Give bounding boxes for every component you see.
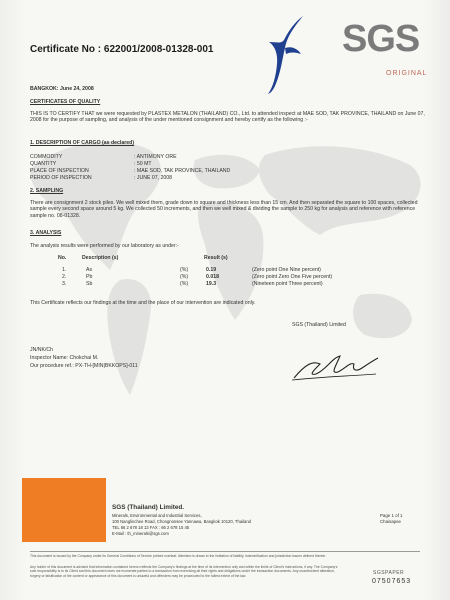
sampling-paragraph: There are consignment 2 stock piles. We well mixed them, grade down to square and thickness less than 15 cm. And then separated the square to 100 spaces, collected sample every second space around 5 kg. We collected 50 increments, and then we well mixed & dividing the sample to 250 kg for analysis and reference with reference sample no. 08-01328. [30,200,418,219]
cargo-value-place: : MAE SOD, TAK PROVINCE, THAILAND [134,168,231,174]
procedure-ref: Our procedure ref.: PX-TH-[MIN|BKKOPS]-011 [30,363,138,369]
cargo-label-commodity: COMMODITY [30,154,63,160]
footer-divider [30,551,420,552]
page-number: Page 1 of 1 [380,513,403,518]
company-address: 100 Nanglinchee Road, Chongnonsee Yannawa, Bangkok 10120, Thailand [112,519,251,524]
inspector-name: Inspector Name: Chokchai M. [30,355,99,361]
cargo-value-commodity: : ANTIMONY ORE [134,154,177,160]
intro-paragraph: THIS IS TO CERTIFY THAT we were requested by PLASTEX METALON (THAILAND) CO., Ltd. to attended inspect at MAE SOD, TAK PROVINCE, THAILAND on June 07, 2008 for the purpose of sampling, and analysis of the under mentioned consignment and hereby certify as the following :- [30,111,425,124]
orange-brand-block [22,478,106,542]
bird-emblem-icon [265,14,307,96]
paper-brand: SGSPAPER [373,570,405,576]
sgs-logo: SGS [342,18,420,60]
issuer-name: Chaisapee [380,519,401,524]
col-result: Result (s) [204,255,228,261]
world-map-watermark [0,110,450,440]
fine-print-2: Any holder of this document is advised that information contained hereon reflects the Company's findings at the time of its intervention only and within the limits of Client's instructions, if any. The Company's sole responsibility is to its Client and this document does not exonerate parties to a transaction from exercising all their rights and obligations under the transaction documents. Any unauthorized alteration, forgery or falsification of the content or appearance of this document is unlawful and offenders may be prosecuted to the fullest extent of the law. [30,565,338,578]
company-line1: Minerals, Environmental and Industrial Services, [112,513,202,518]
certificate-page: Certificate No : 622001/2008-01328-001 SGS ORIGINAL BANGKOK: June 24, 2008 CERTIFICATES OF QUALITY THIS IS TO CERTIFY THAT we were requested by PLASTEX METALON (THAILAND) CO., Ltd. to attended inspect at MAE SOD, TAK PROVINCE, THAILAND on June 07, 2008 for the purpose of sampling, and analysis of the under mentioned consignment and hereby certify as the following :- 1. DESCRIPTION OF CARGO (as declared) COMMODITY : ANTIMONY ORE QUANTITY : 50 MT PLACE OF INSPECTION : MAE SOD, TAK PROVINCE, THAILAND PERIOD OF INSPECTION : JUNE 07, 2008 2. SAMPLING There are consignment 2 stock piles. We well mixed them, grade down to square and thickness less than 15 cm. And then separated the square to 100 spaces, collected sample every second space around 5 kg. We collected 50 increments, and then we well mixed & dividing the sample to 250 kg for analysis and reference with reference sample no. 08-01328. 3. ANALYSIS The analysis results were performed by our laboratory as under:- No. Description (s) Result (s) 1. As (%) 0.19 (Zero point One Nine percent) 2. Pb (%) 0.018 (Zero point Zero One Five percent) 3. Sb (%) 19.3 (Nineteen point Three percent) This Certificate reflects our findings at the time and the place of our intervention are indicated only. SGS (Thailand) Limited JN/NK/Ch Inspector Name: Chokchai M. Our procedure ref.: PX-TH-[MIN|BKKOPS]-011 SGS (Thailand) Limited. Minerals, Environmental and Industrial Services, 100 Nanglinchee Road, Chongnonsee Yannawa, Bangkok 10120, Thailand TEL 66 2 678 18 13 FAX : 66 2 678 15 45 E-Mail : th_minerals@sgs.com Page 1 of 1 Chaisapee This document is issued by the Company under its General Conditions of Service printed overleaf. Attention is drawn to the limitation of liability, indemnification and jurisdiction issues defined therein. Any holder of this document is advised that information contained hereon reflects the Company's findings at the time of its intervention only and within the limits of Client's instructions, if any. The Company's sole responsibility is to its Client and this document does not exonerate parties to a transaction from exercising all their rights and obligations under the transaction documents. Any unauthorized alteration, forgery or falsification of the content or appearance of this document is unlawful and offenders may be prosecuted to the fullest extent of the law. SGSPAPER 07507653 [0,0,450,600]
col-no: No. [58,255,67,261]
section1-heading: 1. DESCRIPTION OF CARGO (as declared) [30,140,135,146]
company-name: SGS (Thailand) Limited. [112,504,185,511]
reference-code: JN/NK/Ch [30,347,54,353]
quality-heading: CERTIFICATES OF QUALITY [30,99,101,105]
cargo-label-quantity: QUANTITY [30,161,57,167]
paper-serial: 07507653 [372,578,412,585]
cargo-label-period: PERIOD OF INSPECTION [30,175,92,181]
company-email: E-Mail : th_minerals@sgs.com [112,531,169,536]
cargo-label-place: PLACE OF INSPECTION [30,168,89,174]
signatory-name: SGS (Thailand) Limited [292,322,346,328]
section3-heading: 3. ANALYSIS [30,230,62,236]
section2-heading: 2. SAMPLING [30,188,64,194]
fine-print-1: This document is issued by the Company under its General Conditions of Service printed overleaf. Attention is drawn to the limitation of liability, indemnification and jurisdiction issues defined therein. [30,554,327,558]
company-phone: TEL 66 2 678 18 13 FAX : 66 2 678 15 45 [112,525,190,530]
certificate-number: Certificate No : 622001/2008-01328-001 [30,44,214,55]
analysis-intro: The analysis results were performed by our laboratory as under:- [30,243,179,249]
cargo-value-period: : JUNE 07, 2008 [134,175,173,181]
signature-icon [290,350,380,386]
cargo-value-quantity: : 50 MT [134,161,152,167]
col-description: Description (s) [82,255,119,261]
original-stamp: ORIGINAL [386,70,428,77]
date-line: BANGKOK: June 24, 2008 [30,86,94,92]
reflects-statement: This Certificate reflects our findings at the time and the place of our intervention are indicated only. [30,300,256,306]
